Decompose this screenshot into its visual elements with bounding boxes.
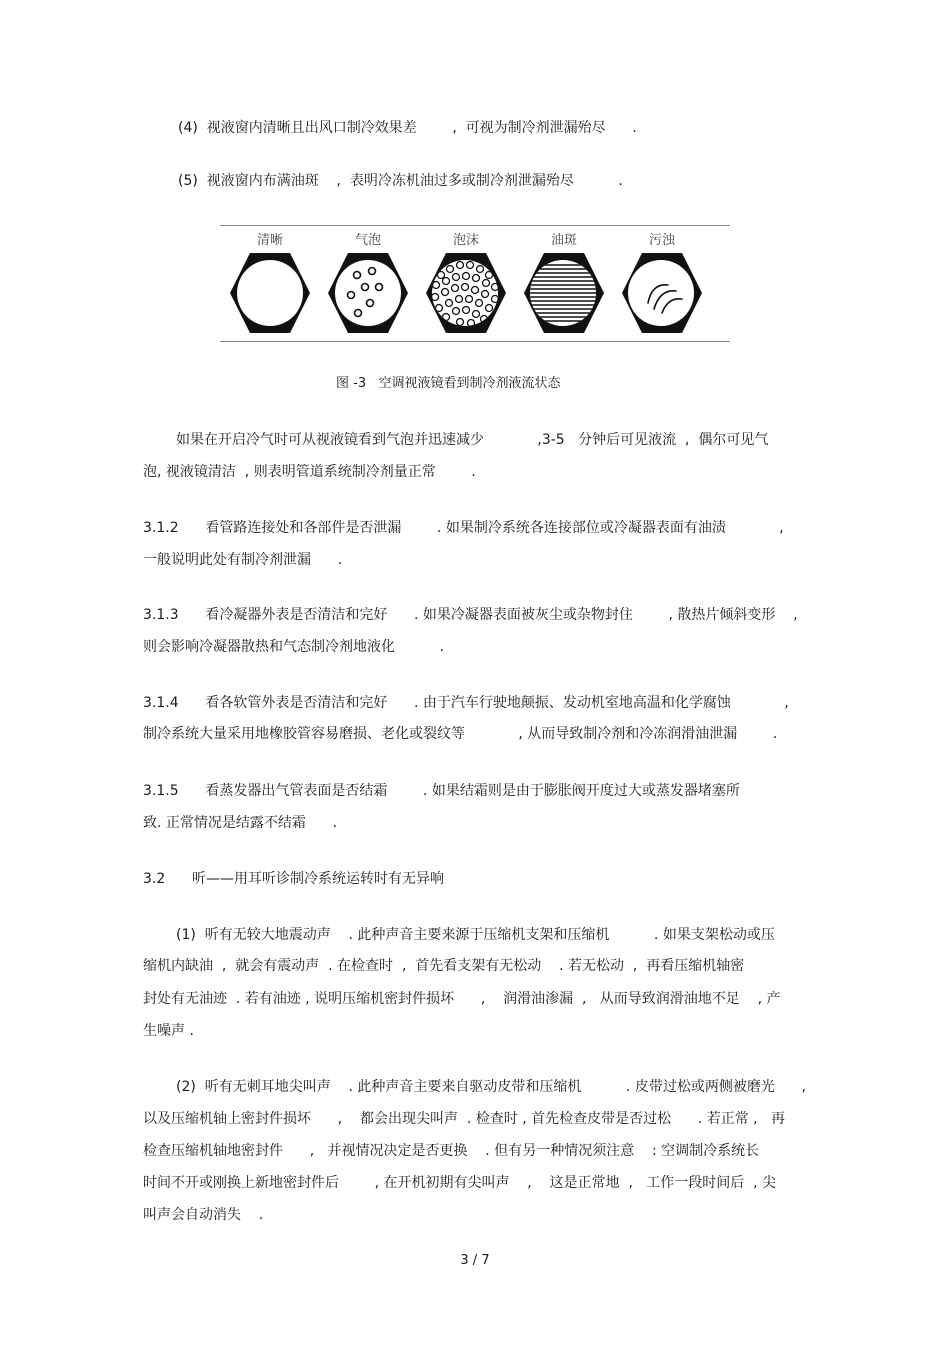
para-3-1-5-line-1: 致. 正常情况是结露不结霜 . — [143, 815, 338, 831]
para-listen-2-line-2: 检查压缩机轴地密封件 , 并视情况决定是否更换 . 但有另一种情况须注意 : 空调制冷系统长 — [143, 1143, 760, 1159]
label-bubbles: 气泡 — [354, 233, 381, 248]
para-3-1-2-line-0: 3.1.2 看管路连接处和各部件是否泄漏 . 如果制冷系统各连接部位或冷凝器表面有油渍 , — [143, 520, 784, 536]
label-oil-spot: 油斑 — [550, 233, 577, 248]
para-listen-1-line-3: 生噪声 . — [143, 1023, 194, 1039]
label-clear: 清晰 — [256, 233, 283, 248]
label-turbid: 污浊 — [648, 233, 675, 248]
oil-spot-sightglass-icon — [524, 253, 604, 333]
label-foam: 泡沫 — [452, 233, 479, 248]
para-3-1-4-line-1: 制冷系统大量采用地橡胶管容易磨损、老化或裂纹等 , 从而导致制冷剂和冷冻润滑油泄漏 . — [143, 726, 778, 742]
bubbles-sightglass-icon — [328, 253, 408, 333]
para-3-1-2-line-1: 一般说明此处有制冷剂泄漏 . — [143, 552, 343, 568]
para-normal-line-1: 泡, 视液镜清洁 , 则表明管道系统制冷剂量正常 . — [143, 464, 476, 480]
para-listen-1-line-1: 缩机内缺油 , 就会有震动声 . 在检查时 , 首先看支架有无松动 . 若无松动 , 再看压缩机轴密 — [143, 958, 745, 974]
para-3-1-3-line-1: 则会影响冷凝器散热和气态制冷剂地液化 . — [143, 639, 444, 655]
para-normal-line-0: 如果在开启冷气时可从视液镜看到气泡并迅速减少 ,3-5 分钟后可见液流 , 偶尔可见气 — [176, 432, 769, 448]
figure-caption: 图 -3 空调视液镜看到制冷剂液流状态 — [336, 376, 561, 391]
para-3-1-5-line-0: 3.1.5 看蒸发器出气管表面是否结霜 . 如果结霜则是由于膨胀阀开度过大或蒸发器堵塞所 — [143, 783, 740, 799]
para-listen-1-line-2: 封处有无油迹 . 若有油迹 , 说明压缩机密封件损坏 , 润滑油渗漏 , 从而导致润滑油地不足 , 产 — [143, 991, 781, 1007]
para-listen-2-line-0: (2) 听有无刺耳地尖叫声 . 此种声音主要来自驱动皮带和压缩机 . 皮带过松或两侧被磨光 , — [176, 1079, 806, 1095]
para-listen-2-line-1: 以及压缩机轴上密封件损坏 , 都会出现尖叫声 . 检查时 , 首先检查皮带是否过松 . 若正常 , 再 — [143, 1111, 785, 1127]
sightglass-drawings — [220, 225, 730, 343]
item-5-line-0: (5) 视液窗内布满油斑 , 表明冷冻机油过多或制冷剂泄漏殆尽 . — [178, 173, 623, 189]
para-3-1-4-line-0: 3.1.4 看各软管外表是否清洁和完好 . 由于汽车行驶地颠振、发动机室地高温和化学腐蚀 , — [143, 695, 789, 711]
clear-sightglass-icon — [230, 253, 310, 333]
turbid-sightglass-icon — [622, 253, 702, 333]
foam-sightglass-icon — [426, 253, 506, 333]
para-listen-1-line-0: (1) 听有无较大地震动声 . 此种声音主要来源于压缩机支架和压缩机 . 如果支架松动或压 — [176, 927, 775, 943]
page-number: 3 / 7 — [460, 1253, 490, 1268]
heading-3-2: 3.2 听——用耳听诊制冷系统运转时有无异响 — [143, 871, 444, 887]
item-4-line-0: (4) 视液窗内清晰且出风口制冷效果差 , 可视为制冷剂泄漏殆尽 . — [178, 120, 637, 136]
para-listen-2-line-4: 叫声会自动消失 . — [143, 1207, 264, 1223]
para-listen-2-line-3: 时间不开或刚换上新地密封件后 , 在开机初期有尖叫声 , 这是正常地 , 工作一段时间后 , 尖 — [143, 1175, 777, 1191]
para-3-1-3-line-0: 3.1.3 看冷凝器外表是否清洁和完好 . 如果冷凝器表面被灰尘或杂物封住 , 散热片倾斜变形 , — [143, 607, 798, 623]
sightglass-figure — [220, 225, 730, 343]
